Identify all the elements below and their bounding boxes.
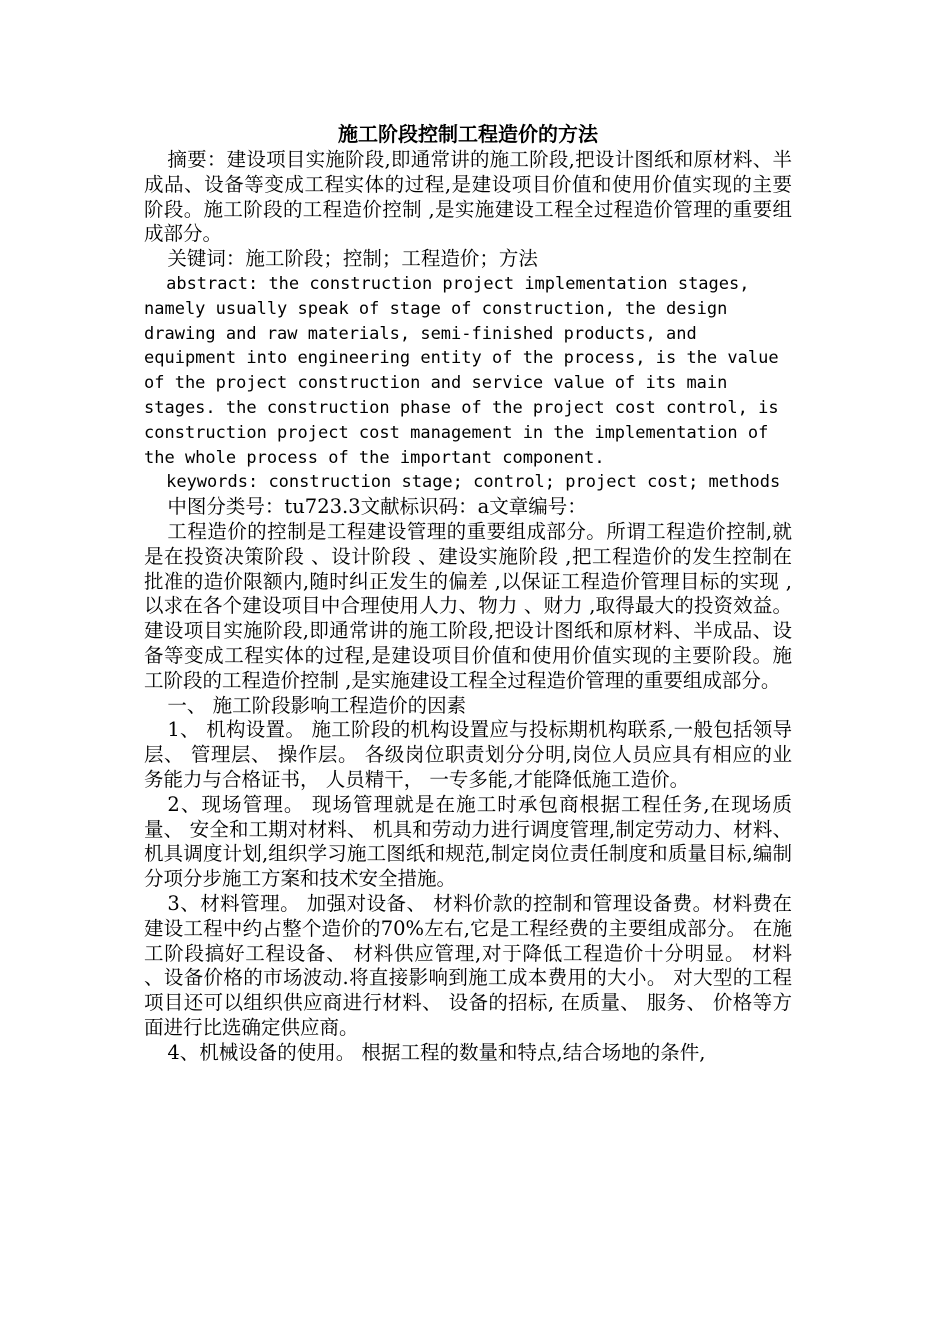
- abstract-english: abstract: the construction project implementation stages, namely usually speak of stage of construction, the design drawing and raw materials, semi-finished products, and equipment into engineering entity of the process, is the value of the project construction and service value of its main stages. the construction phase of the project cost control, is construction project cost management in the implementation of the whole process of the important component.: [144, 273, 779, 468]
- section-heading: 一、 施工阶段影响工程造价的因素: [167, 693, 467, 717]
- list-item: 1、 机构设置。 施工阶段的机构设置应与投标期机构联系,一般包括领导层、 管理层、 操作层。 各级岗位职责划分分明,岗位人员应具有相应的业务能力与合格证书， 人员精干， 一专多能,才能降低施工造价。: [144, 718, 792, 791]
- list-item: 4、机械设备的使用。 根据工程的数量和特点,结合场地的条件,: [167, 1040, 706, 1064]
- keywords-chinese: 关键词：施工阶段；控制；工程造价；方法: [167, 247, 538, 271]
- keywords-english: keywords: construction stage; control; project cost; methods: [166, 472, 781, 493]
- list-item: 3、材料管理。 加强对设备、 材料价款的控制和管理设备费。材料费在建设工程中约占整个造价的70%左右,它是工程经费的主要组成部分。 在施工阶段搞好工程设备、 材料供应管理,对于降低工程造价十分明显。 材料 、设备价格的市场波动.将直接影响到施工成本费用的大小。 对大型的工程项目还可以组织供应商进行材料、 设备的招标, 在质量、 服务、 价格等方面进行比选确定供应商。: [144, 891, 792, 1039]
- intro-paragraph: 工程造价的控制是工程建设管理的重要组成部分。所谓工程造价控制,就是在投资决策阶段 、设计阶段 、建设实施阶段 ,把工程造价的发生控制在批准的造价限额内,随时纠正发生的偏差 ,以保证工程造价管理目标的实现 ,以求在各个建设项目中合理使用人力、物力 、财力 ,取得最大的投资效益。建设项目实施阶段,即通常讲的施工阶段,把设计图纸和原材料、半成品、设备等变成工程实体的过程,是建设项目价值和使用价值实现的主要阶段。施工阶段的工程造价控制 ,是实施建设工程全过程造价管理的重要组成部分。: [144, 519, 792, 692]
- list-item: 2、现场管理。 现场管理就是在施工时承包商根据工程任务,在现场质量、 安全和工期对材料、 机具和劳动力进行调度管理,制定劳动力、材料、机具调度计划,组织学习施工图纸和规范,制定岗位责任制度和质量目标,编制分项分步施工方案和技术安全措施。: [144, 792, 792, 891]
- abstract-chinese: 摘要：建设项目实施阶段,即通常讲的施工阶段,把设计图纸和原材料、半成品、设备等变成工程实体的过程,是建设项目价值和使用价值实现的主要阶段。施工阶段的工程造价控制 ,是实施建设工程全过程造价管理的重要组成部分。: [144, 148, 792, 246]
- classification-line: 中图分类号：tu723.3文献标识码：a文章编号：: [167, 495, 587, 519]
- document-title: 施工阶段控制工程造价的方法: [338, 122, 598, 146]
- document-page: [144, 120, 792, 1065]
